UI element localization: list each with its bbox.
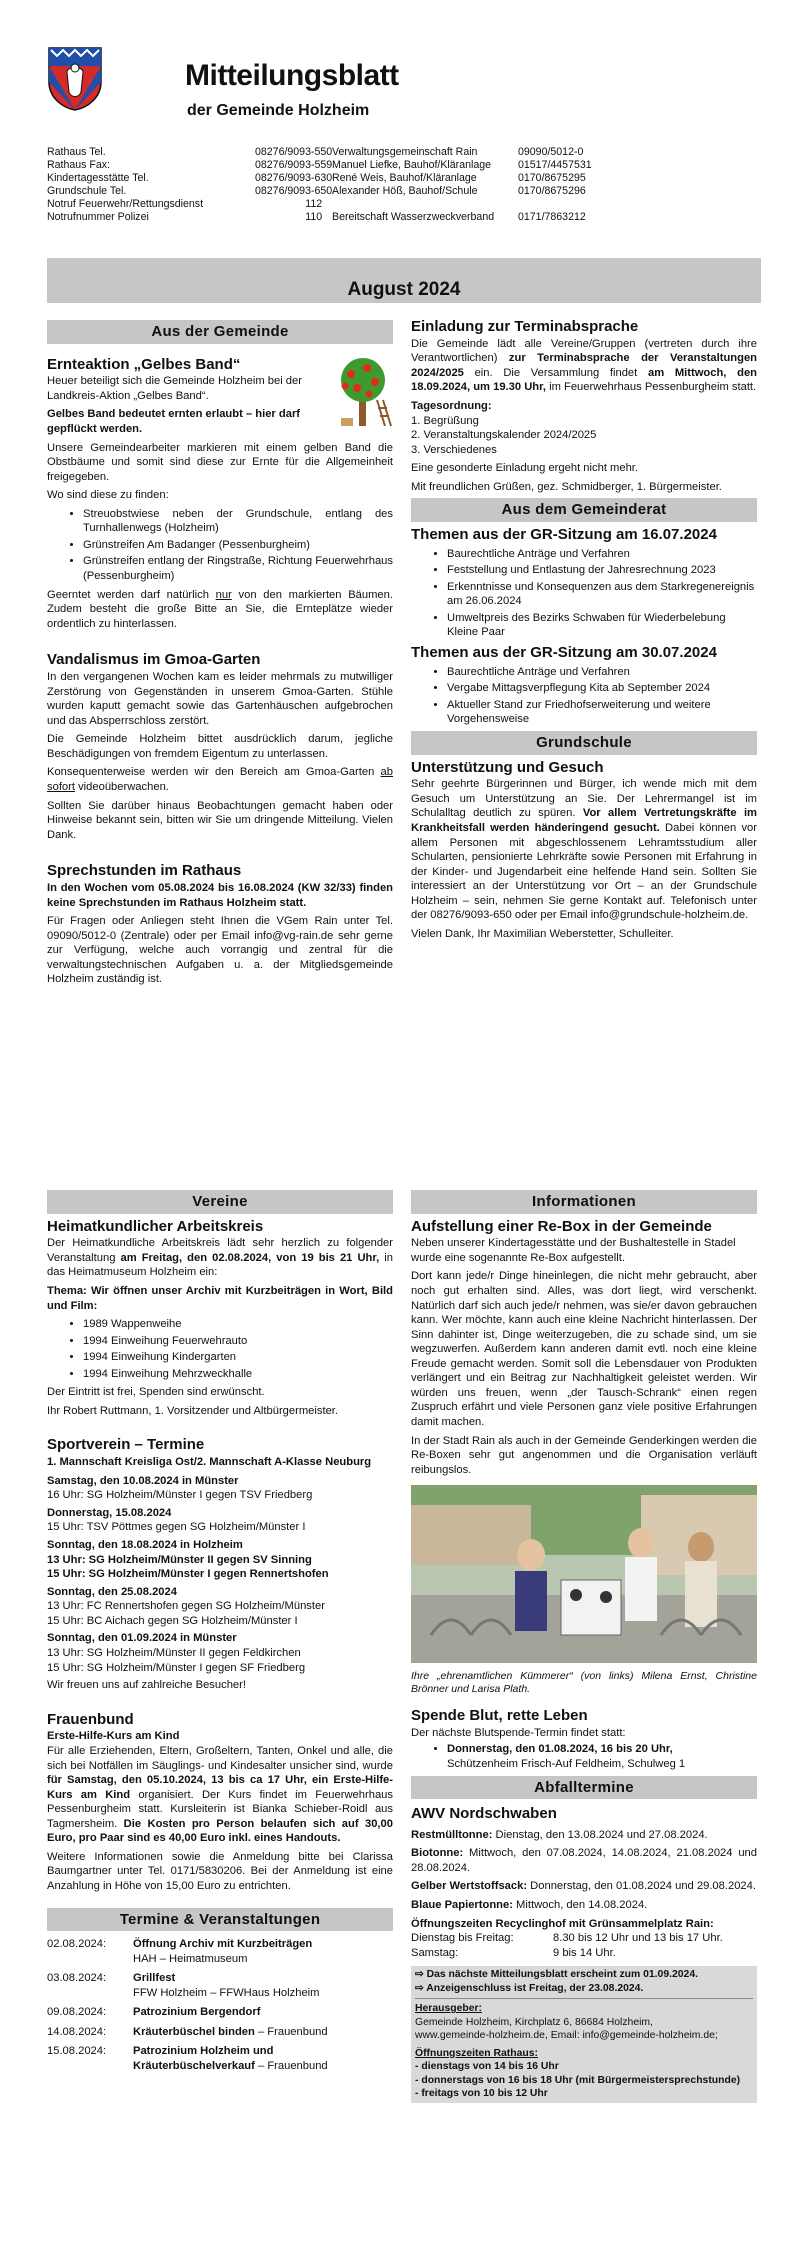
sv-item: Sonntag, den 01.09.2024 in Münster 13 Uhr: SG Holzheim/Münster II gegen Feldkirchen 15 Uhr: SG Holzheim/Münster I gegen SF Friedberg <box>47 1632 306 1674</box>
coat-of-arms-icon <box>47 46 103 117</box>
hk-p2: Der Eintritt ist frei, Spenden sind erwünscht. <box>47 1386 265 1399</box>
awv-item: Restmülltonne: Dienstag, den 13.08.2024 und 27.08.2024. <box>411 1828 708 1841</box>
sv-sub: 1. Mannschaft Kreisliga Ost/2. Mannschaft A-Klasse Neuburg <box>47 1456 372 1469</box>
re-box-photo <box>411 1485 757 1668</box>
table-row: 14.08.2024: Kräuterbüschel binden – Frauenbund <box>47 2025 328 2038</box>
month-banner: August 2024 <box>47 258 761 303</box>
table-row: Dienstag bis Freitag: 8.30 bis 12 Uhr und 13 bis 17 Uhr. <box>411 1932 723 1945</box>
gs-p2: Vielen Dank, Ihr Maximilian Weberstetter, Schulleiter. <box>411 927 674 940</box>
hk-thema: Thema: Wir öffnen unser Archiv mit Kurzbeiträgen in Wort, Bild und Film: <box>47 1284 393 1312</box>
fb-p1: Für alle Erziehenden, Eltern, Großeltern, Tanten, Onkel und alle, die sich bei Notfällen im Säuglings- und Kindesalter unsicher sind, wurde für Samstag, den 05.10.2024, 13 bis ca 17 Uhr, ein Erste-Hilfe-Kurs am Kind organisiert. Der Kurs findet im Feuerwehrhaus Pessenburgheim statt. Kursleiterin ist Bianka Schieber-Roidl aus Tagmersheim. Die Kosten pro Person belaufen sich auf 30,00 Euro, pro Paar sind es 40,00 Euro inkl. eines Handouts. <box>47 1744 393 1845</box>
rb-p2: Dort kann jede/r Dinge hineinlegen, die nicht mehr gebraucht, aber noch gut erhalten sind. Alles, was dort liegt, wird verschenkt. Natürlich darf sich auch jede/r nehmen, was sie/er davon gebrauchen kann. Wer möchte, kann auch eine kleine Nachricht hinterlassen. Der Sinn dahinter ist, Dinge weiterzugeben, die zu schade sind, um sie wegzuwerfen. Außerdem kann anderen damit evtl. noch eine kleine Freude gemacht werden. Somit soll die Lebensdauer von Produkten verlängert und ein Beitrag zur Nachhaltigkeit geleistet werden. Wir würden uns freuen, wenn „der Tausch-Schrank“ einen regen Zuspruch erfährt und viele Personen ganz viele positive Erfahrungen damit machen. <box>411 1270 757 1428</box>
ernte-title: Ernteaktion „Gelbes Band“ <box>47 355 241 373</box>
sportverein-title: Sportverein – Termine <box>47 1436 205 1454</box>
contacts-left: Rathaus Tel. 08276/9093-550 Rathaus Fax: 08276/9093-559 Kindertagesstätte Tel. 08276/9093-630 Grundschule Tel. 08276/9093-650 Notruf Feuerwehr/Rettungsdienst 112 Notrufnummer Polizei 110 <box>47 146 333 223</box>
list-item: • Umweltpreis des Bezirks Schwaben für Wiederbelebung Kleine Paar <box>447 611 757 640</box>
ernte-p4: Geerntet werden darf natürlich nur von den markierten Bäumen. Zudem besteht die große Bitte an Sie, die Ernteplätze wieder ordentlich zu hinterlassen. <box>47 588 393 630</box>
sprech-bold: In den Wochen vom 05.08.2024 bis 16.08.2024 (KW 32/33) finden keine Sprechstunden im Rathaus Holzheim statt. <box>47 881 393 909</box>
sv-item: Donnerstag, 15.08.2024 15 Uhr: TSV Pöttmes gegen SG Holzheim/Münster I <box>47 1506 306 1534</box>
list-item: • Baurechtliche Anträge und Verfahren <box>447 665 757 680</box>
einl-p3: Mit freundlichen Grüßen, gez. Schmidberger, 1. Bürgermeister. <box>411 480 722 493</box>
hk-list <box>47 1317 393 1381</box>
sv-item: Samstag, den 10.08.2024 in Münster 16 Uhr: SG Holzheim/Münster I gegen TSV Friedberg <box>47 1474 313 1502</box>
recy-table <box>411 1931 723 1960</box>
einl-p1: Die Gemeinde lädt alle Vereine/Gruppen (vertreten durch ihre Verantwortlichen) zur Terminabsprache der Veranstaltungen 2024/2025 ein. Die Versammlung findet am Mittwoch, den 18.09.2024, um 19.30 Uhr, im Feuerwehrhaus Pessenburgheim statt. <box>411 337 758 394</box>
gr1-title: Themen aus der GR-Sitzung am 16.07.2024 <box>411 525 717 543</box>
list-item: • 1989 Wappenweihe <box>83 1317 393 1332</box>
list-item: • Baurechtliche Anträge und Verfahren <box>447 547 757 562</box>
ernte-intro: Heuer beteiligt sich die Gemeinde Holzheim bei der Landkreis-Aktion „Gelbes Band“. <box>47 375 302 402</box>
blut-p: Der nächste Blutspende-Termin findet statt: <box>411 1726 626 1739</box>
grundschule-title: Unterstützung und Gesuch <box>411 758 604 776</box>
tagesordnung-title: Tagesordnung: <box>411 400 492 412</box>
sprechstunden-title: Sprechstunden im Rathaus <box>47 862 242 880</box>
hk-p3: Ihr Robert Ruttmann, 1. Vorsitzender und Altbürgermeister. <box>47 1404 339 1417</box>
list-item: • 1994 Einweihung Mehrzweckhalle <box>83 1367 393 1382</box>
page-subtitle: der Gemeinde Holzheim <box>187 102 370 119</box>
awv-item: Blaue Papiertonne: Mittwoch, den 14.08.2024. <box>411 1899 648 1912</box>
table-row: 02.08.2024: Öffnung Archiv mit Kurzbeiträgen HAH – Heimatmuseum <box>47 1938 313 1965</box>
einl-p2: Eine gesonderte Einladung ergeht nicht mehr. <box>411 462 639 475</box>
section-header-abfall: Abfalltermine <box>411 1776 757 1800</box>
section-header-grundschule: Grundschule <box>411 731 757 755</box>
fb-p2: Weitere Informationen sowie die Anmeldung bitte bei Clarissa Baumgartner unter Tel. 0171/5830206. Bei der Anmeldung ist eine Anzahlung in Höhe von 15,00 Euro zu entrichten. <box>47 1850 393 1892</box>
list-item: • Erkenntnisse und Konsequenzen aus dem Starkregenereignis am 26.06.2024 <box>447 580 757 609</box>
sv-end: Wir freuen uns auf zahlreiche Besucher! <box>47 1679 246 1692</box>
vand-p3: Konsequenterweise werden wir den Bereich am Gmoa-Garten ab sofort videoüberwachen. <box>47 766 393 793</box>
recy-title: Öffnungszeiten Recyclinghof mit Grünsammelplatz Rain: <box>411 1917 714 1930</box>
list-item: • Grünstreifen entlang der Ringstraße, Richtung Feuerwehrhaus (Pessenburgheim) <box>83 554 393 583</box>
gr1-list <box>411 547 757 640</box>
rb-p3: In der Stadt Rain als auch in der Gemeinde Genderkingen werden die Re-Boxen sehr gut angenommen und die Organisation verläuft reibungslos. <box>411 1434 757 1476</box>
vand-p2: Die Gemeinde Holzheim bittet ausdrücklich darum, jegliche Beschädigungen von fremdem Eigentum zu unterlassen. <box>47 733 393 760</box>
blut-list <box>411 1742 757 1771</box>
gr2-list <box>411 665 757 727</box>
section-header-termine: Termine & Veranstaltungen <box>47 1908 393 1932</box>
vereine-column <box>47 1190 393 2079</box>
gs-p1: Sehr geehrte Bürgerinnen und Bürger, ich wende mich mit dem Gesuch um Unterstützung an Sie. Der Lehrermangel ist im Schulalltag deutlich zu spüren. Vor allem Vertretungskräfte im Krankheitsfall werden händeringend gesucht. Dabei können vor allem Personen mit abgeschlossenem Lehramtsstudium aller Schularten, pensionierte Lehrkräfte sowie Personen mit Erfahrung in der Kinder- und Jugendarbeit eine helfende Hand sein. Sollten Sie interessiert an der Unterstützung vor Ort – an der Grundschule Holzheim – sein, nehmen Sie gerne Kontakt auf. Telefonisch unter der 08276/9093-650 oder per Email info@grundschule-holzheim.de. <box>411 778 757 922</box>
hk-p1: Der Heimatkundliche Arbeitskreis lädt sehr herzlich zu folgender Veranstaltung am Freitag, den 02.08.2024, von 19 bis 21 Uhr, in das Heimatmuseum Holzheim ein: <box>47 1237 393 1279</box>
list-item: • 1994 Einweihung Feuerwehrauto <box>83 1334 393 1349</box>
ernte-p3: Wo sind diese zu finden: <box>47 489 169 502</box>
gr2-title: Themen aus der GR-Sitzung am 30.07.2024 <box>411 644 717 661</box>
vand-p1: In den vergangenen Wochen kam es leider mehrmals zu mutwilliger Zerstörung von Gegenständen in unserem Gmoa-Garten. Stühle wurden kaputt gemacht sowie das Gartenhäuschen aufgebrochen und das Absperrschloss zerstört. <box>47 671 393 727</box>
sprech-p: Für Fragen oder Anliegen steht Ihnen die VGem Rain unter Tel. 09090/5012-0 (Zentrale) oder per Email info@vg-rain.de sehr gerne zur Verfügung, welche auch vorrangig und zentral für die verwaltungstechnischen Aufgaben u. a. der Mitgliedsgemeinde Holzheim zuständig ist. <box>47 915 393 986</box>
section-header-gemeinderat: Aus dem Gemeinderat <box>411 498 757 522</box>
list-item: • 1994 Einweihung Kindergarten <box>83 1350 393 1365</box>
termine-table <box>47 1937 393 2079</box>
list-item: • Donnerstag, den 01.08.2024, 16 bis 20 Uhr, Schützenheim Frisch-Auf Feldheim, Schulweg 1 <box>447 1742 757 1771</box>
rebox-title: Aufstellung einer Re-Box in der Gemeinde <box>411 1217 712 1235</box>
frauenbund-title: Frauenbund <box>47 1710 134 1728</box>
photo-caption: Ihre „ehrenamtlichen Kümmerer“ (von links) Milena Ernst, Christine Brönner und Larisa Plath. <box>411 1669 757 1696</box>
section-header-gemeinde: Aus der Gemeinde <box>47 320 393 344</box>
sv-item: Sonntag, den 25.08.2024 13 Uhr: FC Rennertshofen gegen SG Holzheim/Münster 15 Uhr: BC Aichach gegen SG Holzheim/Münster I <box>47 1585 325 1627</box>
awv-title: AWV Nordschwaben <box>411 1805 557 1823</box>
ernte-p2: Unsere Gemeindearbeiter markieren mit einem gelben Band die Obstbäume und somit sind diese zur Ernte für die Allgemeinheit freigegeben. <box>47 441 393 483</box>
vand-p4: Sollten Sie darüber hinaus Beobachtungen gemacht haben oder Hinweise bekannt sein, bitten wir Sie um dringende Mitteilung. Vielen Dank. <box>47 799 393 841</box>
section-header-informationen: Informationen <box>411 1190 757 1214</box>
vandalismus-title: Vandalismus im Gmoa-Garten <box>47 651 261 669</box>
list-item: • Streuobstwiese neben der Grundschule, entlang des Turnhallenwegs (Holzheim) <box>83 507 393 536</box>
rb-p1: Neben unserer Kindertagesstätte und der Bushaltestelle in Stadel wurde eine sogenannte Re-Box aufgestellt. <box>411 1237 736 1264</box>
apple-tree-icon <box>333 356 393 433</box>
tages-item: 3. Verschiedenes <box>411 443 497 456</box>
table-row: Samstag: 9 bis 14 Uhr. <box>411 1946 616 1959</box>
list-item: • Feststellung und Entlastung der Jahresrechnung 2023 <box>447 563 757 578</box>
sv-item: Sonntag, den 18.08.2024 in Holzheim 13 Uhr: SG Holzheim/Münster II gegen SV Sinning 15 Uhr: SG Holzheim/Münster I gegen Rennertshofen <box>47 1539 329 1581</box>
ernte-list <box>47 507 393 584</box>
right-column-top <box>411 318 757 945</box>
list-item: • Grünstreifen Am Badanger (Pessenburgheim) <box>83 538 393 553</box>
awv-item: Biotonne: Mittwoch, den 07.08.2024, 14.08.2024, 21.08.2024 und 28.08.2024. <box>411 1847 757 1874</box>
tages-item: 1. Begrüßung <box>411 414 479 427</box>
section-header-vereine: Vereine <box>47 1190 393 1214</box>
awv-item: Gelber Wertstoffsack: Donnerstag, den 01.08.2024 und 29.08.2024. <box>411 1880 756 1893</box>
ernte-bold: Gelbes Band bedeutet ernten erlaubt – hier darf gepflückt werden. <box>47 408 301 435</box>
list-item: • Vergabe Mittagsverpflegung Kita ab September 2024 <box>447 681 757 696</box>
informationen-column <box>411 1190 757 2103</box>
footer-box: ⇨ Das nächste Mitteilungsblatt erscheint zum 01.09.2024. ⇨ Anzeigenschluss ist Freitag, der 23.08.2024. Herausgeber: Gemeinde Holzheim, Kirchplatz 6, 86684 Holzheim, www.gemeinde-holzheim.de, Email: info@gemeinde-holzheim.de; Öffnungszeiten Rathaus: - dienstags von 14 bis 16 Uhr - donnerstags von 16 bis 18 Uhr (mit Bürgermeistersprechstunde) - freitags von 10 bis 12 Uhr <box>411 1966 757 2103</box>
table-row: 03.08.2024: Grillfest FFW Holzheim – FFWHaus Holzheim <box>47 1972 320 1999</box>
heimatkundlich-title: Heimatkundlicher Arbeitskreis <box>47 1217 264 1235</box>
blutspende-title: Spende Blut, rette Leben <box>411 1707 588 1725</box>
tages-item: 2. Veranstaltungskalender 2024/2025 <box>411 429 597 442</box>
einladung-title: Einladung zur Terminabsprache <box>411 318 639 335</box>
contacts-right: Verwaltungsgemeinschaft Rain 09090/5012-0 Manuel Liefke, Bauhof/Kläranlage 01517/4457531 René Weis, Bauhof/Kläranlage 0170/8675295 Alexander Höß, Bauhof/Schule 0170/8675296 Bereitschaft Wasserzweckverband 0171/7863212 <box>332 146 592 223</box>
fb-sub: Erste-Hilfe-Kurs am Kind <box>47 1730 180 1743</box>
table-row: 09.08.2024: Patrozinium Bergendorf <box>47 2006 261 2019</box>
list-item: • Aktueller Stand zur Friedhofserweiterung und weitere Vorgehensweise <box>447 698 757 727</box>
table-row: 15.08.2024: Patrozinium Holzheim und Kräuterbüschelverkauf – Frauenbund <box>47 2045 328 2072</box>
aus-der-gemeinde-column <box>47 320 393 991</box>
page-title: Mitteilungsblatt <box>185 59 399 92</box>
